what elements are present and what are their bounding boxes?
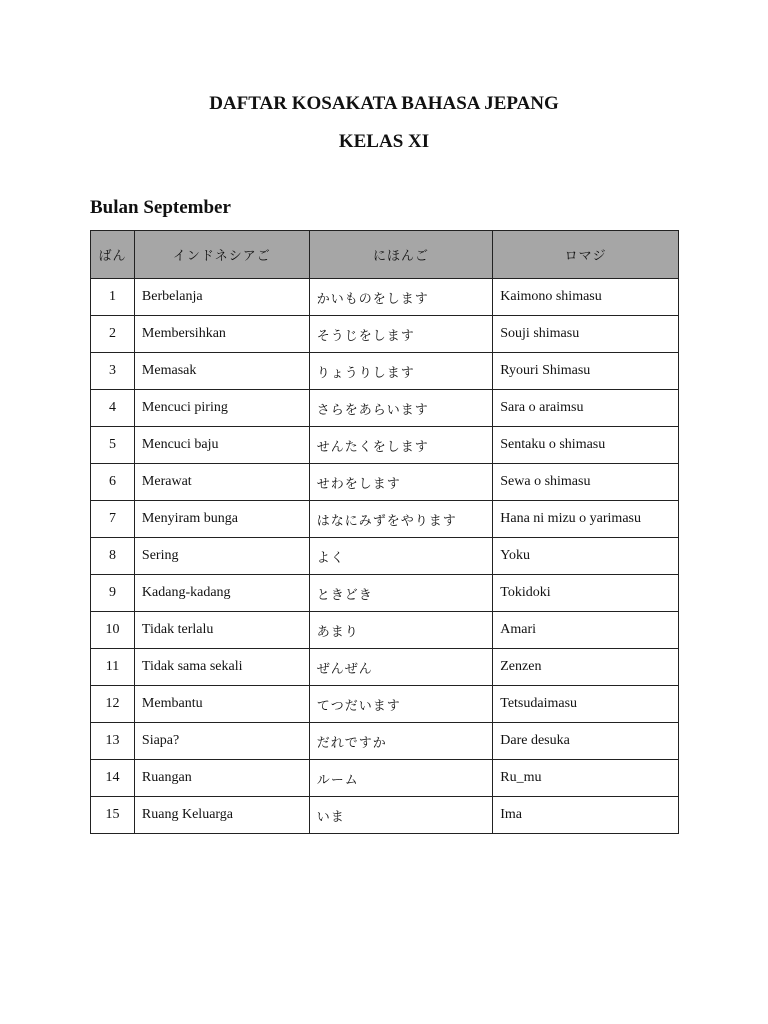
row-japanese: りょうりします: [309, 353, 493, 390]
row-number: 3: [91, 353, 135, 390]
row-japanese: はなにみずをやります: [309, 501, 493, 538]
row-romaji: Kaimono shimasu: [493, 279, 679, 316]
row-indonesian: Siapa?: [134, 723, 309, 760]
row-indonesian: Membantu: [134, 686, 309, 723]
table-header: [91, 231, 679, 279]
row-number: 12: [91, 686, 135, 723]
table-body: [91, 279, 679, 834]
row-japanese: そうじをします: [309, 316, 493, 353]
row-japanese: ルーム: [309, 760, 493, 797]
table-row: [91, 575, 679, 612]
table-row: [91, 390, 679, 427]
row-japanese: かいものをします: [309, 279, 493, 316]
table-row: [91, 316, 679, 353]
row-romaji: Ima: [493, 797, 679, 834]
row-number: 9: [91, 575, 135, 612]
row-romaji: Sentaku o shimasu: [493, 427, 679, 464]
table-row: [91, 464, 679, 501]
row-number: 2: [91, 316, 135, 353]
header-number: ばん: [91, 231, 135, 279]
row-indonesian: Berbelanja: [134, 279, 309, 316]
row-japanese: だれですか: [309, 723, 493, 760]
row-romaji: Dare desuka: [493, 723, 679, 760]
row-romaji: Yoku: [493, 538, 679, 575]
table-row: [91, 797, 679, 834]
vocabulary-table: [90, 230, 679, 834]
row-romaji: Tokidoki: [493, 575, 679, 612]
header-japanese: にほんご: [309, 231, 493, 279]
row-number: 4: [91, 390, 135, 427]
row-indonesian: Sering: [134, 538, 309, 575]
table-row: [91, 427, 679, 464]
row-indonesian: Memasak: [134, 353, 309, 390]
table-row: [91, 649, 679, 686]
document-subtitle: KELAS XI: [338, 131, 430, 152]
row-japanese: よく: [309, 538, 493, 575]
row-indonesian: Ruangan: [134, 760, 309, 797]
row-romaji: Hana ni mizu o yarimasu: [493, 501, 679, 538]
row-number: 14: [91, 760, 135, 797]
row-romaji: Souji shimasu: [493, 316, 679, 353]
table-row: [91, 501, 679, 538]
row-japanese: いま: [309, 797, 493, 834]
row-number: 10: [91, 612, 135, 649]
section-heading: Bulan September: [90, 197, 231, 218]
row-indonesian: Mencuci piring: [134, 390, 309, 427]
header-row: [91, 231, 679, 279]
row-number: 8: [91, 538, 135, 575]
row-indonesian: Kadang-kadang: [134, 575, 309, 612]
row-romaji: Sewa o shimasu: [493, 464, 679, 501]
row-indonesian: Mencuci baju: [134, 427, 309, 464]
row-japanese: ときどき: [309, 575, 493, 612]
row-romaji: Tetsudaimasu: [493, 686, 679, 723]
row-romaji: Zenzen: [493, 649, 679, 686]
table-row: [91, 686, 679, 723]
table-row: [91, 538, 679, 575]
row-number: 7: [91, 501, 135, 538]
table-row: [91, 723, 679, 760]
row-japanese: てつだいます: [309, 686, 493, 723]
document-title: DAFTAR KOSAKATA BAHASA JEPANG: [209, 93, 559, 114]
row-number: 11: [91, 649, 135, 686]
row-romaji: Sara o araimsu: [493, 390, 679, 427]
row-japanese: せわをします: [309, 464, 493, 501]
header-romaji: ロマジ: [493, 231, 679, 279]
row-romaji: Ryouri Shimasu: [493, 353, 679, 390]
table-row: [91, 353, 679, 390]
row-romaji: Amari: [493, 612, 679, 649]
table-row: [91, 279, 679, 316]
row-japanese: あまり: [309, 612, 493, 649]
row-japanese: ぜんぜん: [309, 649, 493, 686]
header-indonesian: インドネシアご: [134, 231, 309, 279]
row-indonesian: Merawat: [134, 464, 309, 501]
row-indonesian: Membersihkan: [134, 316, 309, 353]
table-row: [91, 612, 679, 649]
row-number: 13: [91, 723, 135, 760]
row-japanese: さらをあらいます: [309, 390, 493, 427]
row-indonesian: Ruang Keluarga: [134, 797, 309, 834]
table-row: [91, 760, 679, 797]
row-number: 15: [91, 797, 135, 834]
row-number: 1: [91, 279, 135, 316]
row-number: 5: [91, 427, 135, 464]
row-indonesian: Menyiram bunga: [134, 501, 309, 538]
row-japanese: せんたくをします: [309, 427, 493, 464]
row-indonesian: Tidak sama sekali: [134, 649, 309, 686]
row-indonesian: Tidak terlalu: [134, 612, 309, 649]
row-number: 6: [91, 464, 135, 501]
row-romaji: Ru_mu: [493, 760, 679, 797]
